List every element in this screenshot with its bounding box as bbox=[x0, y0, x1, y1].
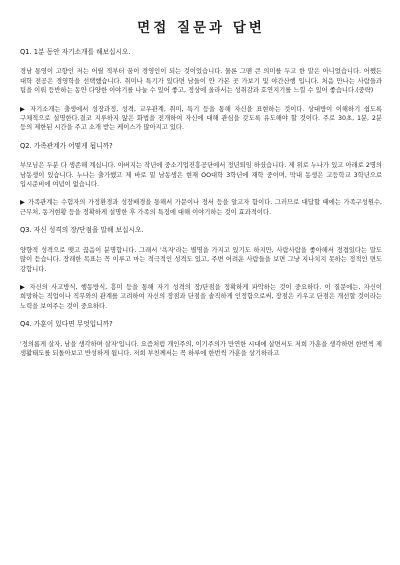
answer-1: 경남 통영이 고향인 저는 어릴 적부터 꿈이 경영인이 되는 것이었습니다. 물론 그땐 큰 의미를 두고 한 말은 아니었습니다. 어쨌든 대학 전공은 경영학을 선택했습니다. 취미나 특기가 있다면 남들이 안 가본 곳 가보기 및 야간산행 입니다. 처음 만나는 사람들과 팀을 이뤄 등반하는 동안 다양한 이야기를 나눌 수 있어 좋고, 정상에 올라서는 성취감과 호연지기를 느낄 수 있어 좋습니다.(중략) bbox=[20, 68, 382, 95]
answer-3: 양향적 성격으로 맺고 끊음이 분명합니다. 그래서 '욕자'라는 별명을 가지고 있기도 하지만, 사람사람을 좋아해서 정겹있다는 말도 많이 듣습니다. 장래한 목표는 꼭 이루고 마는 적극적인 성격도 있고, 주변 어려운 사람들을 보면 그냥 지나치지 못하는 정적인 면도 강합니다. bbox=[20, 246, 382, 273]
tip-1: ▶ 자기소개는 출생에서 성장과정, 성격, 교우관계, 취미, 특기 등을 통해 자신을 표현하는 것이다. 상대방이 이해하기 쉽도록 구체적으로 설명한다.결코 지루하지 않은 화법을 전개하여 자신에 대해 관심을 갖도록 유도해야 할 것이다. 주로 30초, 1분, 2분 등의 제한된 시간을 주고 소개 받는 케이스가 많아지고 있다. bbox=[20, 105, 382, 132]
tip-2: ▶ 가족관계는 수험자의 가정환경과 성장배경을 통해서 가문이나 정서 등을 알고자 함이다. 그러므로 대답할 때에는 가족구성원수, 근무처, 동거현황 등을 정확하게 설명한 후 가족의 특징에 대해 이야기하는 것이 효과적이다. bbox=[20, 199, 382, 216]
question-2: Q2. 가족관계가 어떻게 됩니까? bbox=[20, 141, 113, 150]
qa-section-1 bbox=[20, 48, 382, 133]
question-3: Q3. 자신 성격의 장/단점을 말해 보십시오. bbox=[20, 226, 144, 235]
answer-4: '정의롭게 살자, 남을 생각하며 살자'입니다. 요즘처럼 개인주의, 이기주의가 만연한 시대에 살면서도 저희 가훈을 생각하면 한번씩 제 생활태도를 되돌아보고 반성하게 됩니다. 저희 부친께서는 꼭 하루에 한번씩 가훈을 상기하라고 bbox=[20, 340, 382, 357]
qa-section-3 bbox=[20, 226, 382, 311]
question-4: Q4. 가훈이 있다면 무엇입니까? bbox=[20, 320, 113, 329]
qa-section-4 bbox=[20, 320, 382, 358]
page-title: 면접 질문과 답변 bbox=[137, 20, 265, 36]
tip-3: ▶ 자신의 사고방식, 행동방식, 흥미 등을 통해 자기 성격의 장/단점을 정확하게 파악하는 것이 중요하다. 이 질문에는, 자신이 희망하는 직업이나 직무와의 관계를 고려하여 자신의 장점과 단점을 솔직하게 인정함으로써, 장점은 키우고 단점은 개선할 것이라는 노력을 보여주는 것이 중요하다. bbox=[20, 283, 382, 310]
qa-section-2 bbox=[20, 142, 382, 217]
answer-2: 부모님은 두분 다 생존해 계십니다. 아버지는 작년에 중소기업진흥공단에서 정년퇴임 하셨습니다. 제 위로 누나가 있고 아래로 2명의 남동생이 있습니다. 누나는 출가했고 제 바로 밑 남동생은 현재 OO대학 3학년에 재학 중이며, 막내 동생은 고등학교 3학년으로 입시준비에 여념이 없습니다. bbox=[20, 162, 382, 189]
question-1: Q1. 1분 동안 자기소개를 해보십시오. bbox=[20, 48, 131, 56]
